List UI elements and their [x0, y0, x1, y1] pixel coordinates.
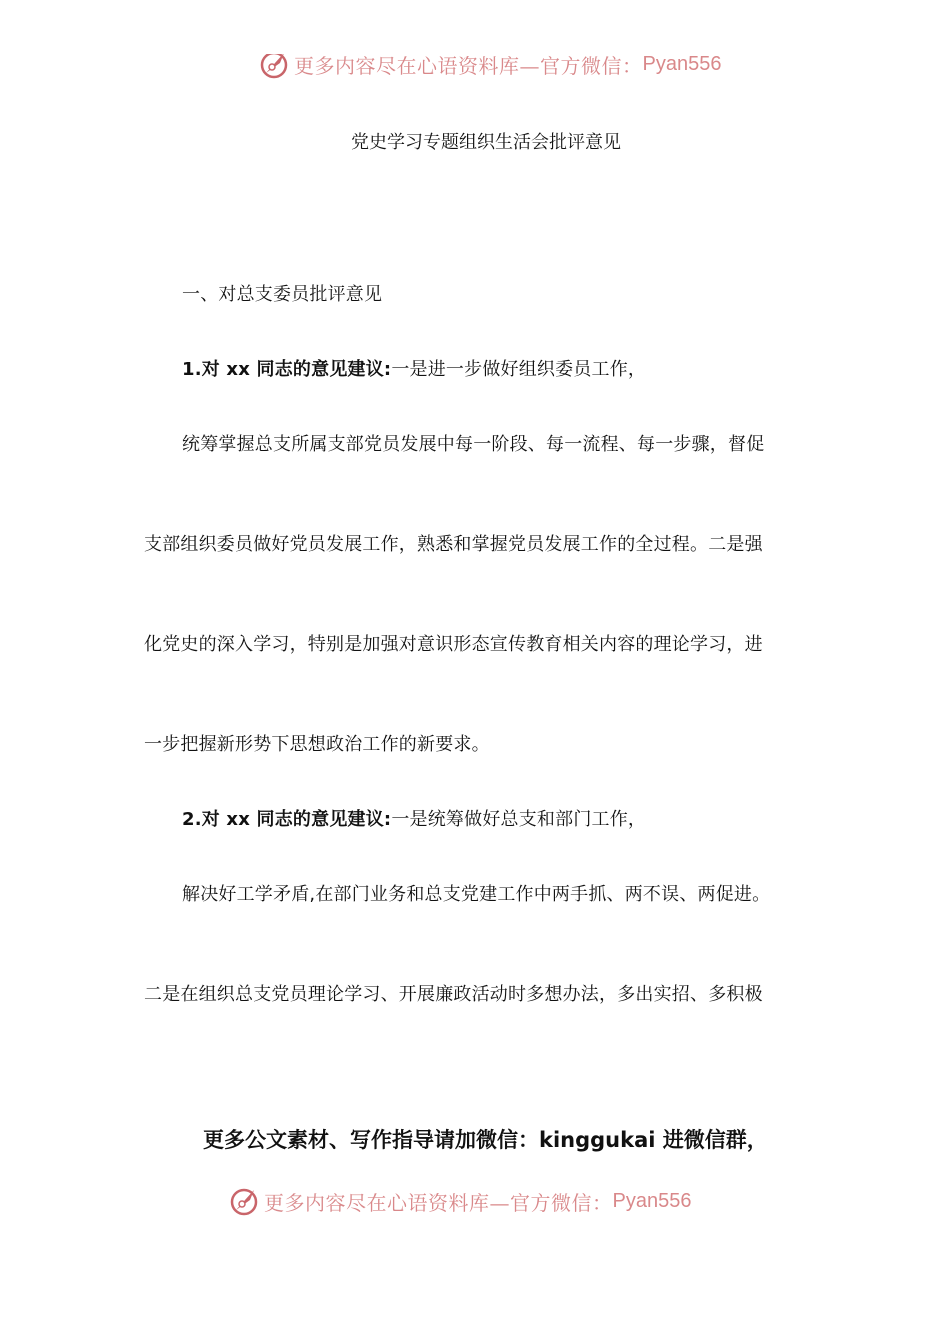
item1-lead-rest: 一是进一步做好组织委员工作，: [391, 359, 647, 380]
document-title: 党史学习专题组织生活会批评意见: [351, 132, 621, 153]
item1-line-1: 统筹掌握总支所属支部党员发展中每一阶段、每一流程、每一步骤，督促: [182, 434, 765, 455]
item2-line-2: 二是在组织总支党员理论学习、开展廉政活动时多想办法，多出实招、多积极: [144, 984, 763, 1005]
item1-lead-bold: 1.对 xx 同志的意见建议:: [182, 359, 392, 380]
watermark-brand-text: 更多内容尽在心语资料库—官方微信：: [264, 1190, 613, 1215]
item2-lead-bold: 2.对 xx 同志的意见建议:: [182, 809, 392, 830]
item1-line-4: 一步把握新形势下思想政治工作的新要求。: [144, 734, 490, 755]
watermark-wechat-id: Pyan556: [612, 1189, 692, 1212]
item2-line-1: 解决好工学矛盾,在部门业务和总支党建工作中两手抓、两不误、两促进。: [182, 884, 771, 905]
item1-line-2: 支部组织委员做好党员发展工作，熟悉和掌握党员发展工作的全过程。二是强: [144, 534, 763, 555]
section-heading: 一、对总支委员批评意见: [182, 284, 383, 305]
watermark-banner-bottom: [228, 1180, 691, 1222]
watermark-wechat-id: Pyan556: [642, 54, 722, 75]
quill-circle-logo-icon: [228, 1184, 262, 1218]
quill-circle-logo-icon: [258, 54, 292, 81]
item1-lead: [182, 355, 646, 381]
watermark-banner-top: [258, 54, 721, 88]
item2-lead-rest: 一是统筹做好总支和部门工作，: [391, 809, 647, 830]
item2-lead: [182, 805, 646, 831]
watermark-brand-text: 更多内容尽在心语资料库—官方微信：: [294, 54, 643, 78]
item1-line-3: 化党史的深入学习，特别是加强对意识形态宣传教育相关内容的理论学习，进: [144, 634, 763, 655]
footer-promo-note: 更多公文素材、写作指导请加微信：kinggukai 进微信群，: [203, 1128, 768, 1152]
